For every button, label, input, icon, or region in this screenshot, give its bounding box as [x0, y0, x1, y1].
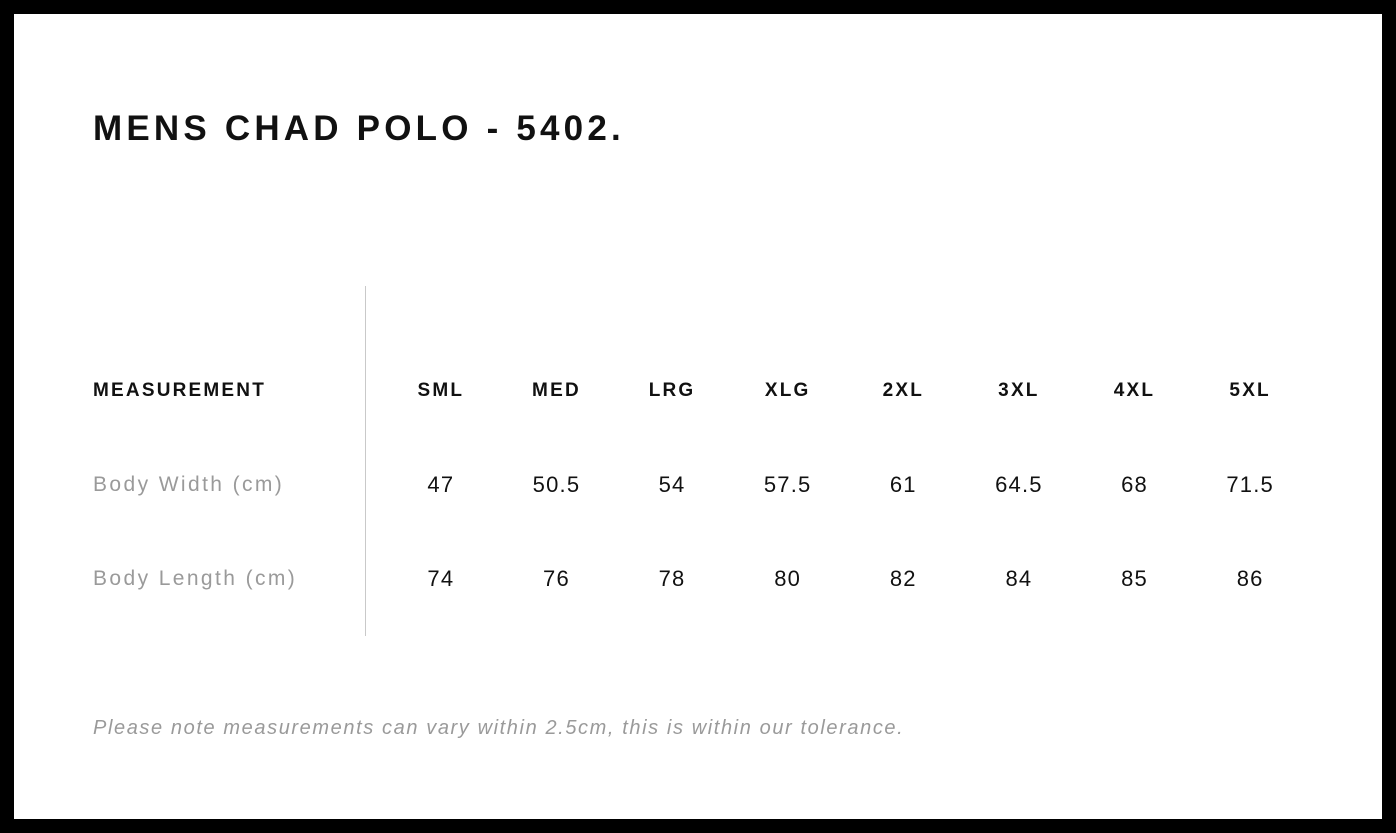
cell-body-width-5xl: 71.5: [1226, 472, 1274, 497]
column-header-sml: SML: [417, 380, 465, 401]
cell-body-width-sml: 47: [427, 472, 455, 497]
row-label-body-width: Body Width (cm): [93, 473, 285, 496]
column-header-measurement: MEASUREMENT: [93, 380, 267, 401]
table-header-row: [93, 344, 1308, 438]
column-header-4xl: 4XL: [1113, 380, 1156, 401]
cell-body-width-lrg: 54: [658, 472, 686, 497]
cell-body-width-2xl: 61: [889, 472, 917, 497]
cell-body-length-med: 76: [543, 566, 570, 591]
cell-body-length-lrg: 78: [658, 566, 686, 591]
column-header-med: MED: [532, 380, 581, 401]
cell-body-length-sml: 74: [427, 566, 455, 591]
size-table: [93, 344, 1308, 626]
cell-body-length-2xl: 82: [889, 566, 917, 591]
size-chart-page: [14, 14, 1382, 819]
column-header-2xl: 2XL: [882, 380, 925, 401]
cell-body-width-xlg: 57.5: [763, 472, 812, 497]
column-header-3xl: 3XL: [998, 380, 1040, 401]
size-table-container: [14, 14, 1382, 819]
cell-body-length-xlg: 80: [774, 566, 802, 591]
cell-body-length-3xl: 84: [1005, 566, 1033, 591]
tolerance-note: Please note measurements can vary within 2.5cm, this is within our tolerance.: [93, 717, 905, 739]
page-title: MENS CHAD POLO - 5402.: [93, 109, 625, 148]
cell-body-width-3xl: 64.5: [995, 472, 1043, 497]
column-header-5xl: 5XL: [1229, 380, 1271, 401]
row-label-body-length: Body Length (cm): [93, 567, 298, 590]
table-row: [93, 532, 1308, 626]
cell-body-length-4xl: 85: [1121, 566, 1148, 591]
cell-body-width-med: 50.5: [532, 472, 581, 497]
column-header-xlg: XLG: [764, 380, 811, 401]
table-row: [93, 438, 1308, 532]
cell-body-width-4xl: 68: [1121, 472, 1148, 497]
column-header-lrg: LRG: [648, 380, 696, 401]
cell-body-length-5xl: 86: [1236, 566, 1264, 591]
